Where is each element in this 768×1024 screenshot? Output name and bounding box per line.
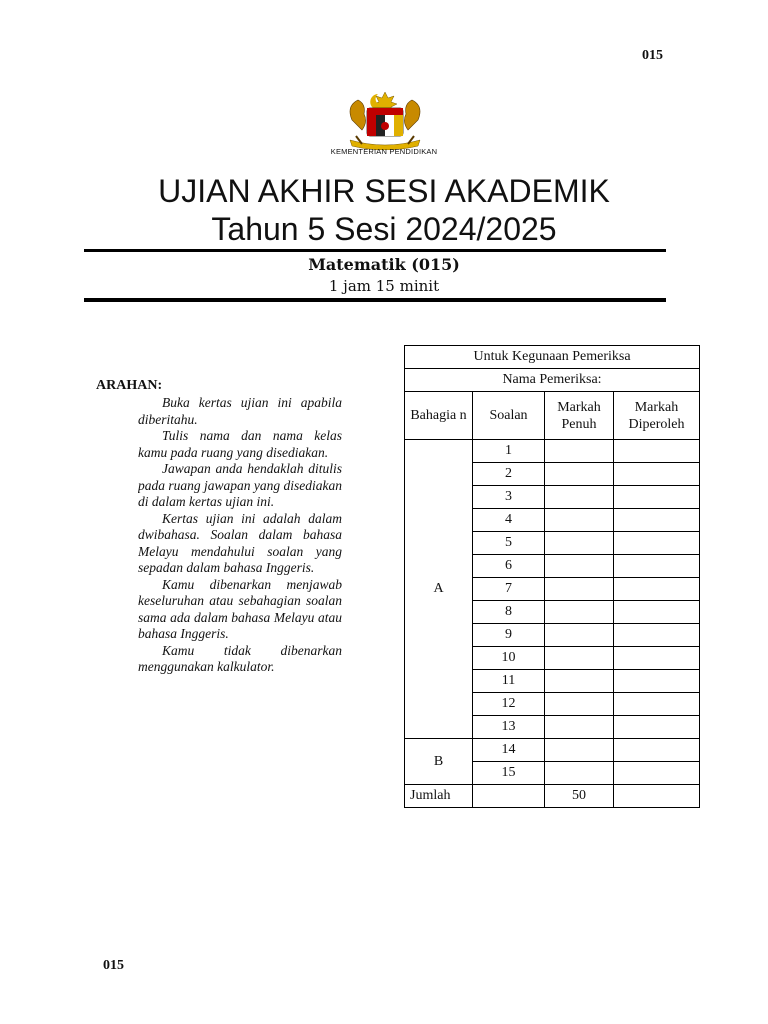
instructions-heading: ARAHAN: (96, 378, 163, 393)
instruction-item: Kamu tidak dibenarkan menggunakan kalkulator. (138, 642, 342, 674)
full-marks-cell (545, 555, 614, 578)
full-marks-cell (545, 463, 614, 486)
question-number: 1 (473, 440, 545, 463)
full-marks-cell (545, 601, 614, 624)
full-marks-cell (545, 670, 614, 693)
marks-obtained-cell[interactable] (614, 693, 700, 716)
exam-title: UJIAN AKHIR SESI AKADEMIK (158, 173, 610, 209)
divider-bottom (84, 298, 666, 302)
question-number: 10 (473, 647, 545, 670)
marks-obtained-cell[interactable] (614, 555, 700, 578)
coat-of-arms-icon (340, 90, 430, 150)
question-number: 6 (473, 555, 545, 578)
examiner-name-label: Nama Pemeriksa: (405, 369, 700, 392)
marks-obtained-cell[interactable] (614, 532, 700, 555)
instructions-list (138, 395, 342, 726)
question-number: 2 (473, 463, 545, 486)
instruction-item: Kertas ujian ini adalah dalam dwibahasa. Soalan dalam bahasa Melayu mendahului soalan yang sepadan dalam bahasa Inggeris. (138, 510, 342, 575)
header-full-marks: Markah Penuh (545, 392, 614, 440)
marks-obtained-cell[interactable] (614, 762, 700, 785)
marks-obtained-cell[interactable] (614, 601, 700, 624)
full-marks-cell (545, 739, 614, 762)
instruction-item: Kamu dibenarkan menjawab keseluruhan atau sebahagian soalan sama ada dalam bahasa Melayu atau bahasa Inggeris. (138, 576, 342, 641)
instruction-item: Tulis nama dan nama kelas kamu pada ruang yang disediakan. (138, 428, 342, 460)
marks-obtained-cell[interactable] (614, 486, 700, 509)
full-marks-cell (545, 509, 614, 532)
subject-name: Matematik (015) (308, 255, 460, 274)
marks-obtained-cell[interactable] (614, 463, 700, 486)
full-marks-cell (545, 578, 614, 601)
header-marks-obtained: Markah Diperoleh (614, 392, 700, 440)
total-full-marks: 50 (545, 785, 614, 808)
full-marks-cell (545, 486, 614, 509)
paper-code-top: 015 (642, 48, 663, 63)
full-marks-cell (545, 693, 614, 716)
section-b-cell: B (405, 739, 473, 785)
divider-top (84, 249, 666, 252)
marks-obtained-cell[interactable] (614, 509, 700, 532)
question-number: 9 (473, 624, 545, 647)
question-number: 8 (473, 601, 545, 624)
question-number: 7 (473, 578, 545, 601)
instruction-item: Buka kertas ujian ini apabila diberitahu. (138, 395, 342, 427)
full-marks-cell (545, 440, 614, 463)
full-marks-cell (545, 647, 614, 670)
question-number: 3 (473, 486, 545, 509)
exam-duration: 1 jam 15 minit (328, 277, 440, 295)
ministry-label: KEMENTERIAN PENDIDIKAN (330, 147, 438, 156)
full-marks-cell (545, 624, 614, 647)
marks-obtained-cell[interactable] (614, 739, 700, 762)
question-number: 15 (473, 762, 545, 785)
question-number: 11 (473, 670, 545, 693)
full-marks-cell (545, 716, 614, 739)
marks-obtained-cell[interactable] (614, 578, 700, 601)
question-number: 4 (473, 509, 545, 532)
instruction-item: Jawapan anda hendaklah ditulis pada ruang jawapan yang disediakan di dalam kertas ujian ini. (138, 461, 342, 509)
header-question: Soalan (473, 392, 545, 440)
question-number: 13 (473, 716, 545, 739)
total-marks-obtained[interactable] (614, 785, 700, 808)
table-title: Untuk Kegunaan Pemeriksa (405, 346, 700, 369)
section-a-cell: A (405, 440, 473, 739)
total-label: Jumlah (405, 785, 473, 808)
full-marks-cell (545, 532, 614, 555)
paper-code-bottom: 015 (103, 958, 124, 973)
marks-obtained-cell[interactable] (614, 440, 700, 463)
header-section: Bahagia n (405, 392, 473, 440)
marks-obtained-cell[interactable] (614, 716, 700, 739)
examiner-marks-table (404, 345, 700, 808)
exam-year-session: Tahun 5 Sesi 2024/2025 (211, 211, 557, 247)
full-marks-cell (545, 762, 614, 785)
total-blank-cell (473, 785, 545, 808)
marks-obtained-cell[interactable] (614, 624, 700, 647)
question-number: 14 (473, 739, 545, 762)
marks-obtained-cell[interactable] (614, 670, 700, 693)
question-number: 12 (473, 693, 545, 716)
marks-obtained-cell[interactable] (614, 647, 700, 670)
question-number: 5 (473, 532, 545, 555)
